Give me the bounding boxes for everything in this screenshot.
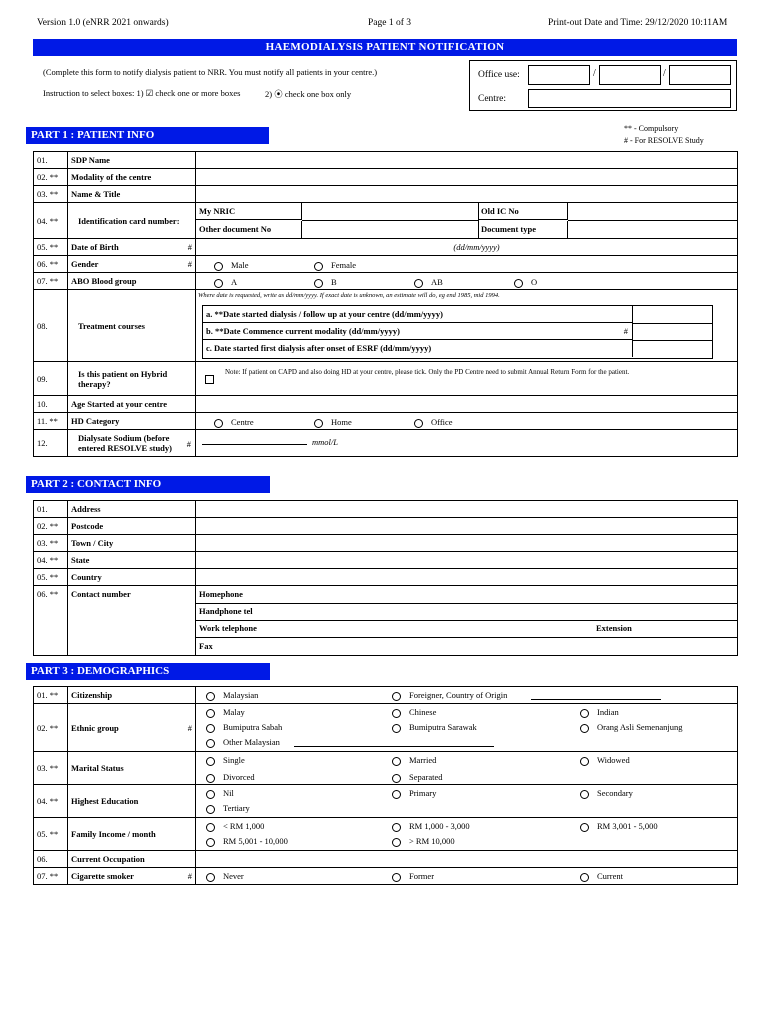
option-label: Never [223, 871, 244, 881]
office-use-label: Office use: [478, 70, 520, 80]
country-field[interactable] [196, 569, 738, 586]
contact-label: Contact number [68, 586, 196, 656]
printout-time: Print-out Date and Time: 29/12/2020 10:11AM [548, 18, 728, 28]
edu-nil[interactable] [206, 788, 234, 799]
radio-icon [206, 823, 215, 832]
inc-5[interactable] [392, 836, 455, 847]
eth-bp-sarawak[interactable] [392, 722, 477, 733]
old-ic-field[interactable] [568, 203, 737, 221]
town-field[interactable] [196, 535, 738, 552]
smoke-former[interactable] [392, 871, 434, 882]
country-label: Country [68, 569, 196, 586]
option-label: B [331, 277, 337, 287]
radio-icon [206, 757, 215, 766]
legend-compulsory: ** - Compulsory [624, 124, 679, 133]
part3-table [33, 686, 738, 885]
legend-resolve: # - For RESOLVE Study [624, 136, 704, 145]
dob-field[interactable] [196, 239, 738, 256]
option-label: Other Malaysian [223, 737, 280, 747]
radio-icon [580, 709, 589, 718]
abo-b[interactable] [314, 277, 337, 288]
occupation-field[interactable] [196, 851, 738, 868]
option-label: Married [409, 755, 437, 765]
row-num: 09. [34, 362, 68, 396]
option-label: Female [331, 260, 357, 270]
option-label: Chinese [409, 707, 437, 717]
radio-icon [392, 838, 401, 847]
option-label: Malaysian [223, 690, 259, 700]
hybrid-note: Note: If patient on CAPD and also doing HD at your centre, please tick. Only the PD Centre need to submit Annual Return Form for the patient. [225, 368, 630, 376]
country-origin-field[interactable] [531, 699, 661, 700]
edu-primary[interactable] [392, 788, 436, 799]
office-field-3[interactable] [669, 65, 731, 85]
gender-text: Gender [71, 259, 99, 269]
modality-field[interactable] [196, 169, 738, 186]
age-started-field[interactable] [196, 396, 738, 413]
gender-male[interactable] [214, 260, 248, 271]
other-doc-label: Other document No [196, 221, 302, 238]
row-num: 05. ** [34, 239, 68, 256]
inc-4[interactable] [206, 836, 288, 847]
row-num: 11. ** [34, 413, 68, 430]
row-num: 03. ** [34, 535, 68, 552]
row-num: 04. ** [34, 785, 68, 818]
abo-ab[interactable] [414, 277, 443, 288]
smoke-never[interactable] [206, 871, 244, 882]
hash-mark: # [187, 722, 192, 733]
version-text: Version 1.0 (eNRR 2021 onwards) [37, 18, 169, 28]
ethnic-text: Ethnic group [71, 722, 119, 733]
option-label: Divorced [223, 772, 255, 782]
option-label: Primary [409, 788, 437, 798]
smoker-text: Cigarette smoker [71, 871, 134, 881]
date-note: Where date is requested, write as dd/mm/yyyy. If exact date is unknown, an estimate will do, eg end 1985, mid 1994. [198, 292, 500, 299]
hd-category-label: HD Category [68, 413, 196, 430]
dob-label [68, 239, 196, 256]
row-num: 01. ** [34, 687, 68, 704]
radio-icon [392, 774, 401, 783]
treatment-c-field[interactable] [633, 340, 712, 357]
inc-2[interactable] [392, 821, 470, 832]
radio-icon [580, 757, 589, 766]
dob-hint: (dd/mm/yyyy) [453, 242, 500, 252]
radio-icon [206, 774, 215, 783]
option-label: Indian [597, 707, 619, 717]
sdp-name-field[interactable] [196, 152, 738, 169]
eth-orang-asli[interactable] [580, 722, 682, 733]
homephone-label: Homephone [199, 589, 243, 599]
inc-3[interactable] [580, 821, 658, 832]
part1-title: PART 1 : PATIENT INFO [26, 127, 269, 144]
radio-icon [206, 724, 215, 733]
homephone-field[interactable] [196, 586, 737, 604]
radio-icon [392, 873, 401, 882]
row-num: 07. ** [34, 273, 68, 290]
option-label: Centre [231, 417, 254, 427]
state-field[interactable] [196, 552, 738, 569]
radio-icon [414, 279, 423, 288]
doc-type-label: Document type [478, 221, 568, 238]
occupation-label: Current Occupation [68, 851, 196, 868]
address-label: Address [68, 501, 196, 518]
state-label: State [68, 552, 196, 569]
mar-separated[interactable] [392, 772, 443, 783]
dialysate-label [68, 430, 196, 457]
radio-icon [392, 709, 401, 718]
instruction-line-2a: Instruction to select boxes: 1) ☑ check one or more boxes [43, 88, 241, 98]
option-label: RM 5,001 - 10,000 [223, 836, 288, 846]
abo-options [196, 273, 738, 290]
row-num: 04. ** [34, 203, 68, 239]
row-num: 04. ** [34, 552, 68, 569]
office-field-1[interactable] [528, 65, 590, 85]
option-label: Widowed [597, 755, 630, 765]
option-label: Tertiary [223, 803, 250, 813]
row-num: 06. ** [34, 586, 68, 656]
option-label: Bumiputra Sabah [223, 722, 283, 732]
radio-icon [214, 419, 223, 428]
row-num: 07. ** [34, 868, 68, 885]
hd-home[interactable] [314, 417, 352, 428]
fax-field[interactable] [196, 637, 737, 655]
option-label: Foreigner, Country of Origin [409, 690, 508, 700]
ethnic-label [68, 704, 196, 752]
treatment-label: Treatment courses [68, 290, 196, 362]
radio-icon [580, 724, 589, 733]
extension-label: Extension [596, 623, 632, 633]
gender-female[interactable] [314, 260, 356, 271]
modality-label: Modality of the centre [68, 169, 196, 186]
instruction-line-2b: 2) ⦿ check one box only [265, 89, 352, 99]
ic-label: Identification card number: [68, 203, 196, 239]
option-label: Single [223, 755, 245, 765]
slash-1: / [593, 68, 596, 79]
address-field[interactable] [196, 501, 738, 518]
part2-table [33, 500, 738, 656]
radio-icon [580, 823, 589, 832]
hash-mark: # [187, 242, 192, 252]
hybrid-checkbox[interactable] [205, 375, 214, 384]
option-label: Secondary [597, 788, 633, 798]
smoker-label [68, 868, 196, 885]
smoke-current[interactable] [580, 871, 623, 882]
radio-icon [206, 805, 215, 814]
row-num: 02. ** [34, 518, 68, 535]
handphone-field[interactable] [196, 603, 737, 621]
treatment-a-field[interactable] [633, 306, 712, 324]
inc-1[interactable] [206, 821, 264, 832]
option-label: < RM 1,000 [223, 821, 265, 831]
treatment-b-label [203, 323, 633, 340]
eth-indian[interactable] [580, 707, 619, 718]
slash-2: / [663, 68, 666, 79]
hd-office[interactable] [414, 417, 453, 428]
education-label: Highest Education [68, 785, 196, 818]
radio-icon [580, 873, 589, 882]
radio-icon [392, 823, 401, 832]
my-nric-label: My NRIC [196, 203, 302, 220]
option-label: Nil [223, 788, 234, 798]
radio-icon [392, 790, 401, 799]
option-label: AB [431, 277, 443, 287]
radio-icon [414, 419, 423, 428]
name-title-label: Name & Title [68, 186, 196, 203]
abo-label: ABO Blood group [68, 273, 196, 290]
row-num: 10. [34, 396, 68, 413]
town-label: Town / City [68, 535, 196, 552]
dialysate-text: Dialysate Sodium (before entered RESOLVE study) [78, 433, 172, 453]
my-nric-field[interactable] [302, 203, 479, 221]
cit-malaysian[interactable] [206, 690, 258, 701]
page-number: Page 1 of 3 [368, 18, 412, 28]
instruction-line-1: (Complete this form to notify dialysis patient to NRR. You must notify all patients in your centre.) [43, 67, 378, 77]
other-doc-field[interactable] [302, 221, 479, 238]
eth-bp-sabah[interactable] [206, 722, 282, 733]
treatment-b-field[interactable] [633, 323, 712, 341]
handphone-label: Handphone tel [199, 606, 253, 616]
option-label: Office [431, 417, 453, 427]
hash-mark: # [187, 871, 192, 881]
row-num: 06. [34, 851, 68, 868]
radio-icon [214, 279, 223, 288]
hash-mark: # [623, 326, 628, 336]
row-num: 12. [34, 430, 68, 457]
office-field-2[interactable] [599, 65, 661, 85]
option-label: Malay [223, 707, 245, 717]
row-num: 06. ** [34, 256, 68, 273]
radio-icon [392, 757, 401, 766]
hd-category-options [196, 413, 738, 430]
gender-label [68, 256, 196, 273]
unit-label: mmol/L [312, 437, 338, 447]
radio-icon [514, 279, 523, 288]
work-phone-label: Work telephone [199, 623, 257, 633]
option-label: RM 1,000 - 3,000 [409, 821, 470, 831]
office-use-box [469, 60, 737, 111]
mar-divorced[interactable] [206, 772, 255, 783]
radio-icon [206, 790, 215, 799]
radio-icon [206, 709, 215, 718]
postcode-field[interactable] [196, 518, 738, 535]
option-label: Male [231, 260, 249, 270]
row-num: 02. ** [34, 169, 68, 186]
name-title-field[interactable] [196, 186, 738, 203]
eth-other[interactable] [206, 737, 280, 748]
treatment-b-text: b. **Date Commence current modality (dd/mm/yyyy) [206, 326, 400, 336]
mar-married[interactable] [392, 755, 436, 766]
radio-icon [314, 262, 323, 271]
option-label: Home [331, 417, 352, 427]
mar-widowed[interactable] [580, 755, 630, 766]
fax-label: Fax [199, 641, 213, 651]
age-started-label: Age Started at your centre [68, 396, 196, 413]
option-label: RM 3,001 - 5,000 [597, 821, 658, 831]
radio-icon [206, 838, 215, 847]
row-num: 01. [34, 501, 68, 518]
centre-label: Centre: [478, 94, 506, 104]
row-num: 03. ** [34, 752, 68, 785]
treatment-a-label: a. **Date started dialysis / follow up at your centre (dd/mm/yyyy) [203, 306, 633, 323]
option-label: A [231, 277, 238, 287]
radio-icon [214, 262, 223, 271]
row-num: 02. ** [34, 704, 68, 752]
part1-table [33, 151, 738, 457]
mar-single[interactable] [206, 755, 245, 766]
gender-options [196, 256, 738, 273]
hash-mark: # [186, 439, 191, 449]
row-num: 03. ** [34, 186, 68, 203]
radio-icon [314, 419, 323, 428]
eth-malay[interactable] [206, 707, 245, 718]
work-phone-field[interactable] [196, 620, 737, 638]
form-title: HAEMODIALYSIS PATIENT NOTIFICATION [33, 39, 737, 56]
treatment-c-label: c. Date started first dialysis after onset of ESRF (dd/mm/yyyy) [203, 340, 633, 357]
edu-tertiary[interactable] [206, 803, 250, 814]
hybrid-label: Is this patient on Hybrid therapy? [68, 362, 196, 396]
edu-secondary[interactable] [580, 788, 633, 799]
cit-foreigner[interactable] [392, 690, 507, 701]
radio-icon [206, 692, 215, 701]
radio-icon [206, 739, 215, 748]
radio-icon [206, 873, 215, 882]
part3-title: PART 3 : DEMOGRAPHICS [26, 663, 270, 680]
postcode-label: Postcode [68, 518, 196, 535]
part2-title: PART 2 : CONTACT INFO [26, 476, 270, 493]
radio-icon [314, 279, 323, 288]
dob-text: Date of Birth [71, 242, 119, 252]
option-label: Former [409, 871, 435, 881]
other-ethnic-field[interactable] [294, 746, 494, 747]
radio-icon [580, 790, 589, 799]
row-num: 08. [34, 290, 68, 362]
row-num: 05. ** [34, 569, 68, 586]
eth-chinese[interactable] [392, 707, 436, 718]
option-label: Bumiputra Sarawak [409, 722, 477, 732]
income-label: Family Income / month [68, 818, 196, 851]
abo-a[interactable] [214, 277, 237, 288]
hd-centre[interactable] [214, 417, 254, 428]
citizenship-label: Citizenship [68, 687, 196, 704]
option-label: Orang Asli Semenanjung [597, 722, 683, 732]
abo-o[interactable] [514, 277, 537, 288]
radio-icon [392, 724, 401, 733]
radio-icon [392, 692, 401, 701]
old-ic-label: Old IC No [478, 203, 568, 220]
doc-type-field[interactable] [568, 221, 737, 238]
row-num: 01. [34, 152, 68, 169]
hash-mark: # [187, 259, 192, 269]
option-label: Current [597, 871, 623, 881]
row-num: 05. ** [34, 818, 68, 851]
marital-label: Marital Status [68, 752, 196, 785]
dialysate-field[interactable] [202, 444, 307, 445]
option-label: O [531, 277, 538, 287]
option-label: Separated [409, 772, 443, 782]
option-label: > RM 10,000 [409, 836, 455, 846]
centre-field[interactable] [528, 89, 731, 108]
sdp-name-label: SDP Name [68, 152, 196, 169]
